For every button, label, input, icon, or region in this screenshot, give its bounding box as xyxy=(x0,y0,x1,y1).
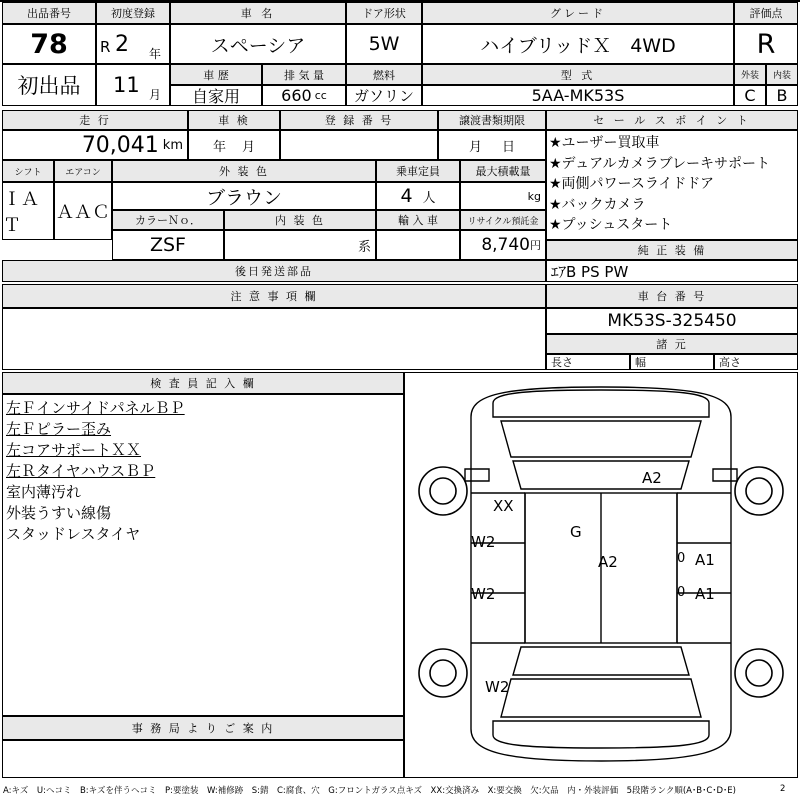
sales-point: ★プッシュスタート xyxy=(549,217,673,233)
ext-color-label: 外 装 色 xyxy=(112,160,376,182)
inspection-value: 年 月 xyxy=(188,130,280,160)
sales-title: セ ー ル ス ポ イ ン ト xyxy=(546,110,798,130)
damage-mark: G xyxy=(570,523,582,541)
first-reg-label: 初度登録 xyxy=(96,2,170,24)
sales-point: ★デュアルカメラブレーキサポート xyxy=(549,155,771,172)
door-label: ドア形状 xyxy=(346,2,422,24)
max-load-value: kg xyxy=(460,182,546,210)
damage-mark: A1 xyxy=(695,551,715,569)
sales-point: ★バックカメラ xyxy=(549,196,646,213)
inspector-note-line: 室内薄汚れ xyxy=(6,483,82,501)
equipment-value: ｴｱB PS PW xyxy=(546,260,798,282)
import-label: 輸 入 車 xyxy=(376,210,460,230)
color-no-value: ZSF xyxy=(112,230,224,260)
damage-mark: W2 xyxy=(485,678,510,696)
model-label: 型 式 xyxy=(422,64,734,85)
car-name-value: スペーシア xyxy=(170,24,346,64)
ext-grade-value: C xyxy=(734,85,766,106)
inspector-note-line: 外装うすい線傷 xyxy=(6,504,112,522)
displacement-value: 660 cc xyxy=(262,85,346,106)
caution-title: 注 意 事 項 欄 xyxy=(2,284,546,308)
equipment-title: 純 正 装 備 xyxy=(546,240,798,260)
door-value: 5W xyxy=(346,24,422,64)
ext-color-value: ブラウン xyxy=(112,182,376,210)
history-value: 自家用 xyxy=(170,85,262,106)
int-color-value: 系 xyxy=(224,230,376,260)
car-name-label: 車 名 xyxy=(170,2,346,24)
first-reg-year: 2 xyxy=(115,32,129,57)
int-grade-value: B xyxy=(766,85,798,106)
chassis-title: 車 台 番 号 xyxy=(546,284,798,308)
first-reg-era: R xyxy=(100,38,111,56)
damage-mark: A1 xyxy=(695,585,715,603)
inspector-note-line: 左ＦインサイドパネルＢＰ xyxy=(6,399,185,417)
first-exhibit-badge: 初出品 xyxy=(2,64,96,106)
grade-label: グレード xyxy=(422,2,734,24)
inspector-note-line: 左ＲタイヤハウスＢＰ xyxy=(6,462,156,480)
fuel-label: 燃料 xyxy=(346,64,422,85)
office-title: 事 務 局 よ り ご 案 内 xyxy=(2,716,404,740)
int-color-label: 内 装 色 xyxy=(224,210,376,230)
recycle-value: 8,740 円 xyxy=(460,230,546,260)
inspector-notes xyxy=(2,394,404,716)
car-damage-diagram xyxy=(404,372,798,778)
first-reg-month: 11 月 xyxy=(96,64,170,106)
transfer-label: 譲渡書類期限 xyxy=(438,110,546,130)
aircon-value: ＡＡＣ xyxy=(54,182,112,240)
inspector-note-line: 左Ｆピラー歪み xyxy=(6,420,112,438)
fuel-value: ガソリン xyxy=(346,85,422,106)
registration-label: 登 録 番 号 xyxy=(280,110,438,130)
damage-mark: A2 xyxy=(642,469,662,487)
page-number: 2 xyxy=(780,784,786,794)
inspector-note-line: 左コアサポートＸＸ xyxy=(6,441,142,459)
caution-body xyxy=(2,308,546,370)
color-no-label: カラーＮｏ． xyxy=(112,210,224,230)
legend-text: A:キズ U:ヘコミ B:キズを伴うヘコミ P:要塗装 W:補修跡 S:錆 C:腐食、穴 G:フロントガラス点キズ XX:交換済み X:要交換 欠:欠品 内・外装評価 5段階ランク順(A･B･C･D･E) xyxy=(3,786,736,796)
inspection-label: 車 検 xyxy=(188,110,280,130)
damage-mark: 0 xyxy=(677,585,686,600)
registration-value xyxy=(280,130,438,160)
mileage-label: 走 行 xyxy=(2,110,188,130)
dim-width-label: 幅 xyxy=(630,354,714,370)
ext-grade-label: 外装 xyxy=(734,64,766,85)
dim-height-label: 高さ xyxy=(714,354,798,370)
aircon-label: エアコン xyxy=(54,160,112,182)
model-value: 5AA-MK53S xyxy=(422,85,734,106)
dim-length-label: 長さ xyxy=(546,354,630,370)
history-label: 車 歴 xyxy=(170,64,262,85)
dims-title: 諸 元 xyxy=(546,334,798,354)
first-reg-value xyxy=(96,24,170,64)
displacement-label: 排 気 量 xyxy=(262,64,346,85)
exhibit-no-label: 出品番号 xyxy=(2,2,96,24)
sales-points xyxy=(546,130,798,240)
grade-value: ハイブリッドＸ 4WD xyxy=(422,24,734,64)
damage-mark: W2 xyxy=(471,533,496,551)
score-value: R xyxy=(734,24,798,64)
car-outline-svg xyxy=(405,373,797,777)
import-value xyxy=(376,230,460,260)
score-label: 評価点 xyxy=(734,2,798,24)
exhibit-no-value: 78 xyxy=(2,24,96,64)
seats-value: 4 人 xyxy=(376,182,460,210)
max-load-label: 最大積載量 xyxy=(460,160,546,182)
damage-mark: A2 xyxy=(598,553,618,571)
shift-value: ＩＡＴ xyxy=(2,182,54,240)
damage-mark: W2 xyxy=(471,585,496,603)
damage-mark: 0 xyxy=(677,551,686,566)
sales-point: ★両側パワースライドドア xyxy=(549,176,715,192)
inspector-note-line: スタッドレスタイヤ xyxy=(6,525,141,543)
chassis-value: MK53S-325450 xyxy=(546,308,798,334)
inspector-title: 検 査 員 記 入 欄 xyxy=(2,372,404,394)
mileage-value: 70,041 km xyxy=(2,130,188,160)
office-body xyxy=(2,740,404,778)
transfer-value: 月 日 xyxy=(438,130,546,160)
recycle-label: リサイクル預託金 xyxy=(460,210,546,230)
first-reg-year-unit: 年 xyxy=(149,47,162,61)
sales-point: ★ユーザー買取車 xyxy=(549,135,660,151)
shift-label: シフト xyxy=(2,160,54,182)
damage-mark: XX xyxy=(493,497,514,515)
seats-label: 乗車定員 xyxy=(376,160,460,182)
later-parts-label: 後日発送部品 xyxy=(2,260,546,282)
int-grade-label: 内装 xyxy=(766,64,798,85)
